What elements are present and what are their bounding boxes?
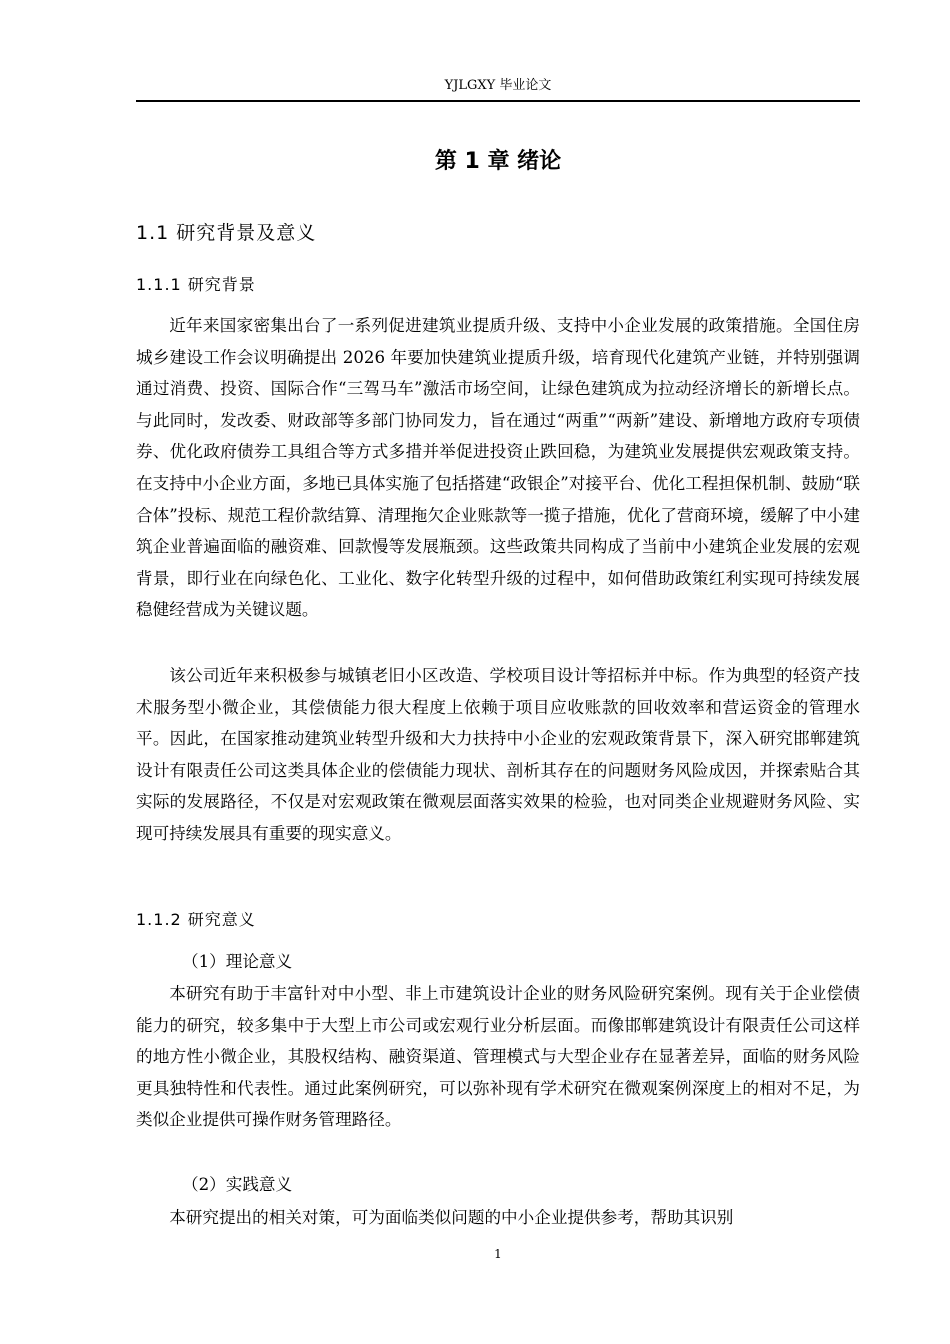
section-heading: 1.1 研究背景及意义	[136, 222, 317, 244]
paragraph-practice-significance: 本研究提出的相关对策，可为面临类似问题的中小企业提供参考，帮助其识别	[169, 1208, 734, 1227]
page-number: 1	[494, 1247, 502, 1261]
paragraph-background-2: 该公司近年来积极参与城镇老旧小区改造、学校项目设计等招标并中标。作为典型的轻资产技术服务型小微企业，其偿债能力很大程度上依赖于项目应收账款的回收效率和营运资金的管理水平。因此，在国家推动建筑业转型升级和大力扶持中小企业的宏观政策背景下，深入研究邯郸建筑设计有限责任公司这类具体企业的偿债能力现状、剖析其存在的问题财务风险成因，并探索贴合其实际的发展路径，不仅是对宏观政策在微观层面落实效果的检验，也对同类企业规避财务风险、实现可持续发展具有重要的现实意义。	[136, 666, 860, 843]
subsection-heading-significance: 1.1.2 研究意义	[136, 910, 256, 929]
header-rule	[136, 100, 860, 102]
practice-significance-label: （2）实践意义	[182, 1175, 293, 1194]
theory-significance-label: （1）理论意义	[182, 952, 293, 971]
page-header: YJLGXY 毕业论文	[444, 78, 552, 93]
paragraph-theory-significance: 本研究有助于丰富针对中小型、非上市建筑设计企业的财务风险研究案例。现有关于企业偿债能力的研究，较多集中于大型上市公司或宏观行业分析层面。而像邯郸建筑设计有限责任公司这样的地方性小微企业，其股权结构、融资渠道、管理模式与大型企业存在显著差异，面临的财务风险更具独特性和代表性。通过此案例研究，可以弥补现有学术研究在微观案例深度上的相对不足，为类似企业提供可操作财务管理路径。	[136, 984, 860, 1130]
chapter-title: 第 1 章 绪论	[434, 149, 562, 174]
paragraph-background-1: 近年来国家密集出台了一系列促进建筑业提质升级、支持中小企业发展的政策措施。全国住房城乡建设工作会议明确提出 2026 年要加快建筑业提质升级，培育现代化建筑产业链，并特别强调通过消费、投资、国际合作“三驾马车”激活市场空间，让绿色建筑成为拉动经济增长的新增长点。与此同时，发改委、财政部等多部门协同发力，旨在通过“两重”“两新”建设、新增地方政府专项债券、优化政府债券工具组合等方式多措并举促进投资止跌回稳，为建筑业发展提供宏观政策支持。在支持中小企业方面，多地已具体实施了包括搭建“政银企”对接平台、优化工程担保机制、鼓励“联合体”投标、规范工程价款结算、清理拖欠企业账款等一揽子措施，优化了营商环境，缓解了中小建筑企业普遍面临的融资难、回款慢等发展瓶颈。这些政策共同构成了当前中小建筑企业发展的宏观背景，即行业在向绿色化、工业化、数字化转型升级的过程中，如何借助政策红利实现可持续发展稳健经营成为关键议题。	[136, 316, 860, 620]
subsection-heading-background: 1.1.1 研究背景	[136, 275, 256, 294]
